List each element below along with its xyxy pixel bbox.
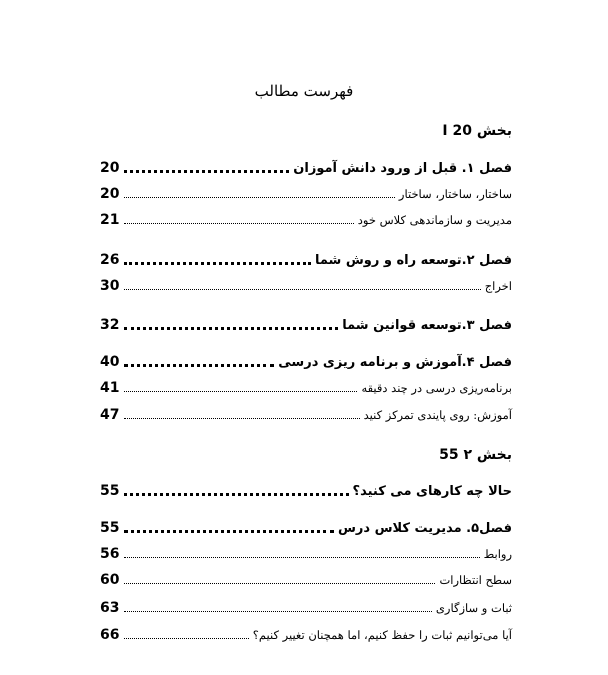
toc-entry[interactable]	[100, 480, 512, 502]
dot-leader	[124, 364, 274, 367]
entry-label: فصل ۱. قبل از ورود دانش آموزان	[293, 160, 512, 176]
entry-label: روابط	[483, 547, 512, 561]
dot-leader	[124, 611, 432, 612]
section-heading: بخش I 20	[442, 123, 512, 139]
dot-leader	[124, 170, 289, 173]
toc-entry[interactable]	[100, 275, 512, 297]
entry-label: مدیریت و سازماندهی کلاس خود	[357, 213, 512, 227]
dot-leader	[124, 418, 360, 419]
entry-label: آیا می‌توانیم ثبات را حفظ کنیم، اما همچنان تغییر کنیم؟	[252, 628, 512, 642]
entry-label: فصل ۳.توسعه قوانین شما	[342, 317, 512, 333]
dot-leader	[124, 289, 481, 290]
entry-label: آموزش: روی پایندی تمرکز کنید	[363, 408, 512, 422]
toc-entry[interactable]	[100, 597, 512, 619]
dot-leader	[124, 197, 395, 198]
dot-leader	[124, 327, 338, 330]
dot-leader	[124, 583, 435, 584]
toc-entry[interactable]	[100, 209, 512, 231]
page-number: 63	[100, 600, 120, 616]
entry-label: فصل۵. مدیریت کلاس درس	[337, 520, 512, 536]
page-number: 26	[100, 252, 120, 268]
entry-label: حالا چه کارهای می کنید؟	[352, 483, 512, 499]
dot-leader	[124, 223, 354, 224]
entry-label: اخراج	[484, 279, 512, 293]
section-heading: بخش ۲ 55	[439, 447, 512, 463]
page-number: 21	[100, 212, 120, 228]
entry-label: ثبات و سازگاری	[435, 601, 512, 615]
toc-entry[interactable]	[100, 249, 512, 271]
page-number: 47	[100, 407, 120, 423]
toc-entry[interactable]	[100, 157, 512, 179]
page-number: 20	[100, 160, 120, 176]
dot-leader	[124, 638, 249, 639]
toc-title: فهرست مطالب	[254, 82, 354, 100]
toc-entry[interactable]	[100, 314, 512, 336]
toc-entry[interactable]	[100, 624, 512, 646]
page-number: 56	[100, 546, 120, 562]
entry-label: فصل ۴.آموزش و برنامه ریزی درسی	[278, 354, 512, 370]
toc-entry[interactable]	[100, 377, 512, 399]
toc-entry[interactable]	[100, 183, 512, 205]
page-number: 30	[100, 278, 120, 294]
toc-entry[interactable]	[100, 517, 512, 539]
toc-entry[interactable]	[100, 404, 512, 426]
page-number: 40	[100, 354, 120, 370]
toc-entry[interactable]	[100, 543, 512, 565]
page-number: 41	[100, 380, 120, 396]
dot-leader	[124, 557, 480, 558]
page-number: 66	[100, 627, 120, 643]
entry-label: سطح انتظارات	[439, 573, 512, 587]
entry-label: فصل ۲.توسعه راه و روش شما	[314, 252, 512, 268]
dot-leader	[124, 493, 349, 496]
page-number: 60	[100, 572, 120, 588]
entry-label: برنامه‌ریزی درسی در چند دقیقه	[361, 381, 512, 395]
dot-leader	[124, 530, 334, 533]
toc-entry[interactable]	[100, 569, 512, 591]
dot-leader	[124, 262, 311, 265]
entry-label: ساختار، ساختار، ساختار	[398, 187, 512, 201]
page-number: 55	[100, 483, 120, 499]
page-number: 55	[100, 520, 120, 536]
page-number: 32	[100, 317, 120, 333]
page-number: 20	[100, 186, 120, 202]
toc-entry[interactable]	[100, 351, 512, 373]
dot-leader	[124, 391, 357, 392]
